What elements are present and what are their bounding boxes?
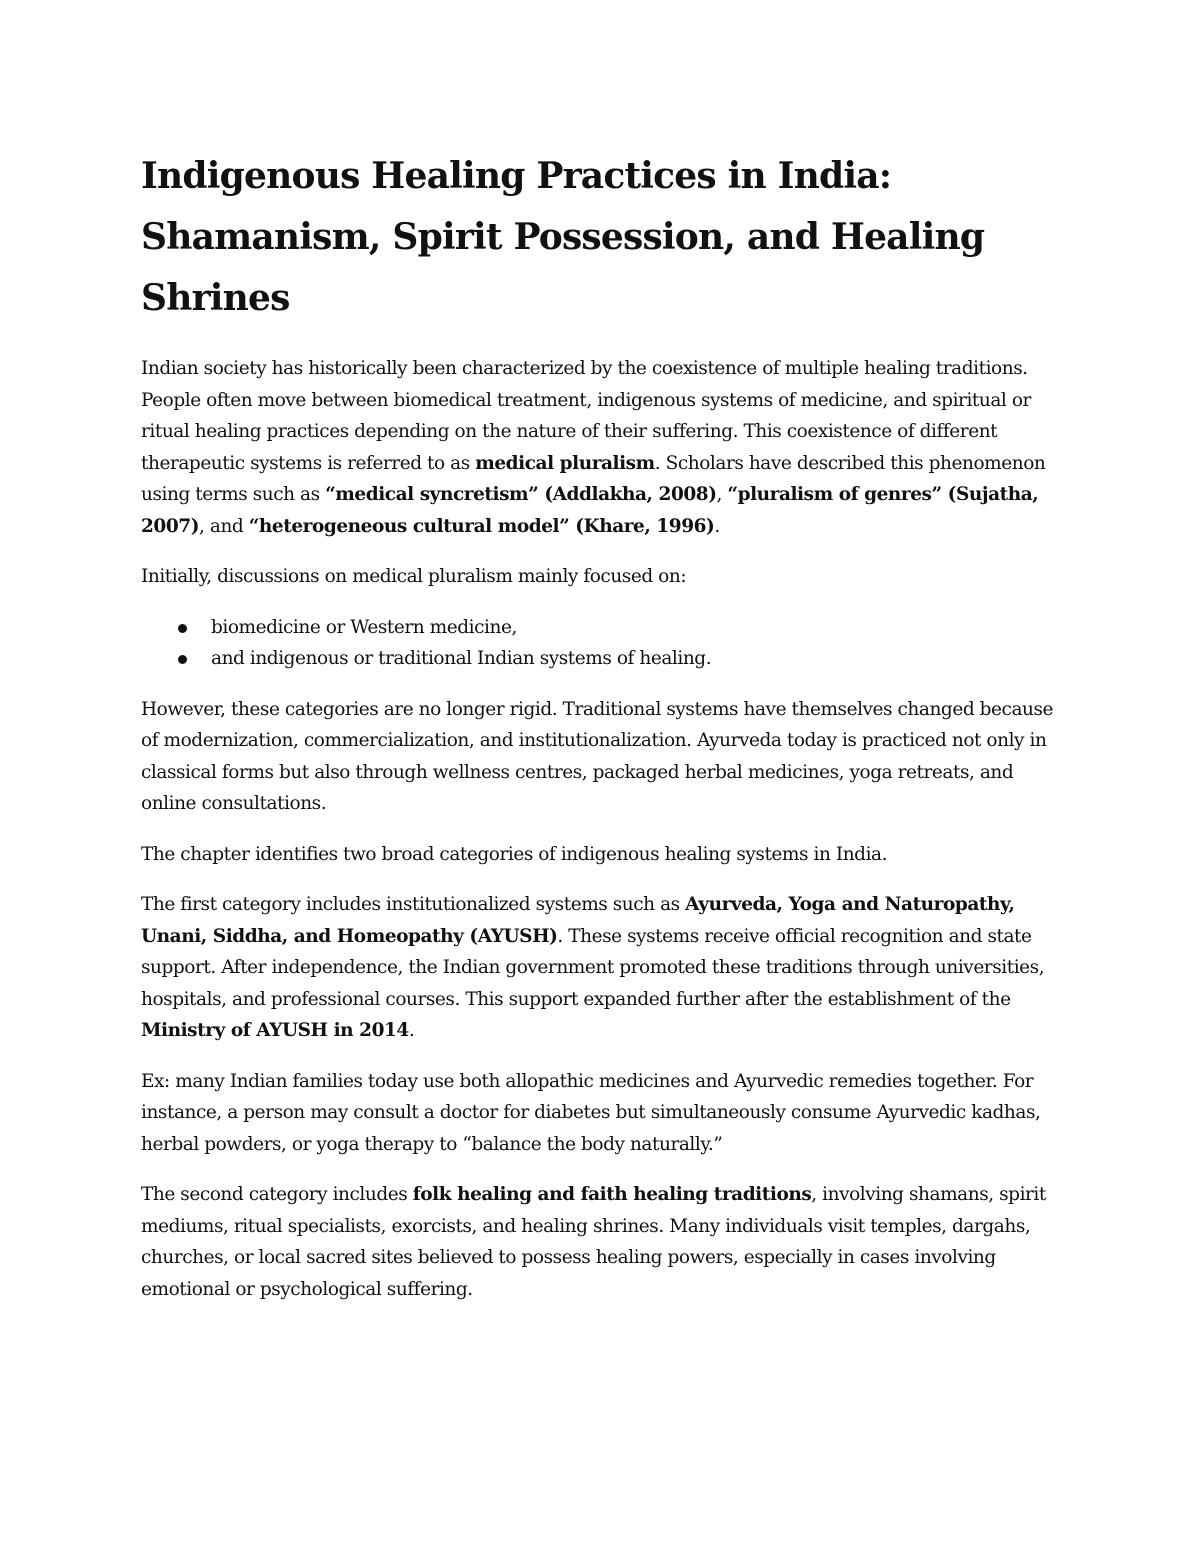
- paragraph-medical-pluralism: [141, 353, 1066, 542]
- text-span: . These systems receive official recognition and state support. After independence, the Indian government promoted these traditions through universities, hospitals, and professional courses. This support expanded further after the establishment of the: [141, 925, 1045, 1010]
- document-page: [141, 146, 1066, 1324]
- paragraph-categories-not-rigid: However, these categories are no longer rigid. Traditional systems have themselves changed because of modernization, commercialization, and institutionalization. Ayurveda today is practiced not only in classical forms but also through wellness centres, packaged herbal medicines, yoga retreats, and online consultations.: [141, 698, 1054, 814]
- bold-term-ministry-of-ayush: Ministry of AYUSH in 2014: [141, 1020, 409, 1041]
- paragraph-second-category: [141, 1179, 1066, 1305]
- bullet-list: [141, 612, 1066, 675]
- paragraph-two-categories: The chapter identifies two broad categories of indigenous healing systems in India.: [141, 843, 888, 865]
- text-span: . Scholars have described this phenomenon using terms such as: [141, 452, 1046, 505]
- text-span: Indian society has historically been characterized by the coexistence of multiple healing traditions. People often move between biomedical treatment, indigenous systems of medicine, and spiritual or ritual healing practices depending on the nature of their suffering. This coexistence of different therapeutic systems is referred to as: [141, 358, 1031, 474]
- bold-term-pluralism-of-genres: “pluralism of genres” (Sujatha, 2007): [141, 484, 1039, 537]
- text-span: , involving shamans, spirit mediums, ritual specialists, exorcists, and healing shrines. Many individuals visit temples, dargahs, churches, or local sacred sites believed to possess healing powers, especially in cases involving emotional or psychological suffering.: [141, 1184, 1046, 1300]
- text-span: ,: [716, 484, 728, 505]
- list-item-text: and indigenous or traditional Indian systems of healing.: [211, 648, 712, 669]
- bold-term-medical-pluralism: medical pluralism: [475, 452, 655, 474]
- bullet-icon: [178, 655, 187, 664]
- text-span: The second category includes: [141, 1184, 413, 1205]
- bold-term-heterogeneous-cultural-model: “heterogeneous cultural model” (Khare, 1996): [248, 515, 715, 537]
- paragraph-example: Ex: many Indian families today use both allopathic medicines and Ayurvedic remedies together. For instance, a person may consult a doctor for diabetes but simultaneously consume Ayurvedic kadhas, herbal powders, or yoga therapy to “balance the body naturally.”: [141, 1070, 1041, 1155]
- list-item-text: biomedicine or Western medicine,: [211, 616, 517, 638]
- bold-term-folk-healing: folk healing and faith healing traditions: [412, 1184, 812, 1205]
- bullet-icon: [178, 624, 187, 633]
- bold-term-ayush-systems: Ayurveda, Yoga and Naturopathy, Unani, Siddha, and Homeopathy (AYUSH): [141, 894, 1015, 947]
- text-span: .: [408, 1020, 415, 1041]
- paragraph-initially: Initially, discussions on medical pluralism mainly focused on:: [141, 566, 687, 587]
- document-title: Indigenous Healing Practices in India: Shamanism, Spirit Possession, and Healing Shrines: [141, 155, 985, 319]
- paragraph-first-category: [141, 889, 1066, 1047]
- list-item: [141, 643, 1066, 675]
- text-span: .: [714, 515, 720, 537]
- list-item: [141, 612, 1066, 644]
- text-span: The first category includes institutionalized systems such as: [141, 894, 686, 915]
- bold-term-medical-syncretism: “medical syncretism” (Addlakha, 2008): [325, 484, 717, 505]
- text-span: , and: [199, 515, 249, 537]
